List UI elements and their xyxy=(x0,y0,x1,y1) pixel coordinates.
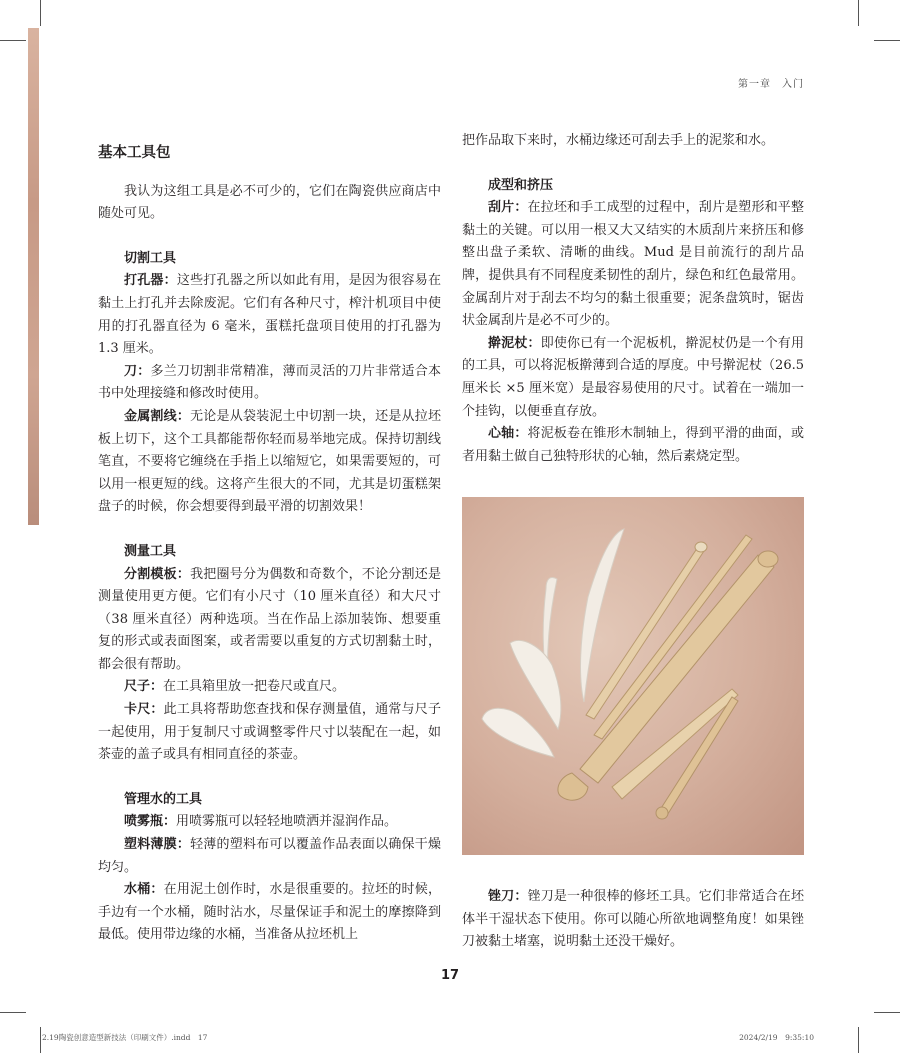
entry-knife xyxy=(98,361,441,406)
entry-ruler xyxy=(98,676,441,699)
tools-illustration xyxy=(462,497,804,855)
rolling-pin-end xyxy=(758,551,778,567)
entry-text: 锉刀是一种很棒的修坯工具。它们非常适合在坯体半干湿状态下使用。你可以随心所欲地调整角度！如果锉刀被黏土堵塞，说明黏土还没干燥好。 xyxy=(462,889,804,950)
entry-text: 无论是从袋装泥土中切割一块，还是从拉坯板上切下，这个工具都能帮你轻而易举地完成。保持切割线笔直，不要将它缠绕在手指上以缩短它，如果需要短的，可以用一根更短的线。这将产生很大的不同，尤其是切蛋糕架盘子的时候，你会想要得到最平滑的切割效果！ xyxy=(98,408,441,515)
heading-measuring-tools: 测量工具 xyxy=(124,543,177,559)
wood-tool-short-end xyxy=(656,807,668,819)
entry-text: 多兰刀切割非常精准，薄而灵活的刀片非常适合本书中处理接缝和修改时使用。 xyxy=(98,363,441,402)
entry-text: 即使你已有一个泥板机，擀泥杖仍是一个有用的工具，可以将泥板擀薄到合适的厚度。中号擀泥杖（26.5 厘米长 ×5 厘米宽）是最容易使用的尺寸。试着在一端加一个挂钩，以便垂直存放。 xyxy=(462,335,804,419)
slug-left: 2.19陶瓷创意造型新技法（印刷文件）.indd 17 xyxy=(42,1033,208,1042)
entry-term: 尺子： xyxy=(124,679,164,695)
crop-mark xyxy=(858,1027,859,1053)
crop-mark xyxy=(874,1012,900,1013)
entry-term: 金属割线： xyxy=(124,408,191,424)
entry-rasp xyxy=(462,886,804,954)
entry-text: 在工具箱里放一把卷尺或直尺。 xyxy=(163,679,346,695)
entry-text: 此工具将帮助您查找和保存测量值，通常与尺子一起使用，用于复制尺寸或调整零件尺寸以装配在一起，如茶壶的盖子或具有相同直径的茶壶。 xyxy=(98,702,441,763)
crop-mark xyxy=(40,0,41,26)
after-photo-block xyxy=(462,886,804,954)
entry-text: 轻薄的塑料布可以覆盖作品表面以确保干燥均匀。 xyxy=(98,837,441,875)
entry-spray-bottle xyxy=(98,811,441,834)
entry-term: 喷雾瓶： xyxy=(124,814,177,830)
entry-text: 在用泥土创作时，水是很重要的。拉坯的时候，手边有一个水桶，随时沾水，尽量保证手和泥土的摩擦降到最低。使用带边缘的水桶，当准备从拉坯机上 xyxy=(98,882,441,943)
entry-term: 分割模板： xyxy=(124,566,191,582)
entry-term: 水桶： xyxy=(124,882,164,898)
page-number: 17 xyxy=(440,968,460,983)
section-title: 基本工具包 xyxy=(98,145,171,161)
continuation-paragraph: 把作品取下来时，水桶边缘还可刮去手上的泥浆和水。 xyxy=(462,133,775,148)
entry-calipers xyxy=(98,699,441,767)
entry-term: 擀泥杖： xyxy=(488,335,541,351)
crop-mark xyxy=(40,1027,41,1053)
entry-bucket xyxy=(98,879,441,947)
crop-mark xyxy=(858,0,859,26)
entry-term: 心轴： xyxy=(488,426,528,442)
heading-shaping-tools: 成型和挤压 xyxy=(488,177,554,193)
running-head: 第一章 入门 xyxy=(738,79,804,90)
left-column xyxy=(98,142,441,947)
entry-text: 这些打孔器之所以如此有用，是因为很容易在黏土上打孔并去除废泥。它们有各种尺寸，榨汁机项目中使用的打孔器直径为 6 毫米，蛋糕托盘项目使用的打孔器为 1.3 厘米。 xyxy=(98,273,441,357)
heading-water-tools: 管理水的工具 xyxy=(124,791,203,807)
entry-term: 刀： xyxy=(124,363,151,379)
entry-text: 用喷雾瓶可以轻轻地喷洒并湿润作品。 xyxy=(176,814,398,830)
entry-rib xyxy=(462,197,804,333)
entry-plastic-film xyxy=(98,834,441,879)
crop-mark xyxy=(0,40,26,41)
crop-mark xyxy=(0,1012,26,1013)
entry-mandrel xyxy=(462,423,804,468)
wood-tool-short xyxy=(658,697,738,817)
entry-text: 将泥板卷在锥形木制轴上，得到平滑的曲面，或者用黏土做自己独特形状的心轴，然后素烧定型。 xyxy=(462,426,804,464)
entry-term: 塑料薄膜： xyxy=(124,837,191,853)
entry-rolling-pin xyxy=(462,333,804,423)
tools-photo xyxy=(462,497,804,855)
intro-paragraph: 我认为这组工具是必不可少的，它们在陶瓷供应商店中随处可见。 xyxy=(98,183,441,222)
crop-mark xyxy=(874,40,900,41)
rolling-pin-handle xyxy=(558,773,588,800)
bleed-edge-strip xyxy=(28,28,39,525)
right-column xyxy=(462,130,804,468)
entry-term: 打孔器： xyxy=(124,273,177,289)
entry-text: 我把圈号分为偶数和奇数个，不论分割还是测量使用更方便。它们有小尺寸（10 厘米直径）和大尺寸（38 厘米直径）两种选项。当在作品上添加装饰、想要重复的形式或表面图案，或者需要以重复的方式切割黏土时，都会很有帮助。 xyxy=(98,566,441,672)
entry-term: 卡尺： xyxy=(124,702,164,718)
entry-term: 锉刀： xyxy=(488,889,528,904)
entry-term: 刮片： xyxy=(488,200,528,216)
entry-dividing-template xyxy=(98,564,441,677)
entry-hole-cutter xyxy=(98,270,441,360)
entry-cutting-wire xyxy=(98,406,441,519)
mandrel-horn-4 xyxy=(482,708,554,757)
slug-right: 2024/2/19 9:35:10 xyxy=(739,1033,814,1042)
entry-text: 在拉坯和手工成型的过程中，刮片是塑形和平整黏土的关键。可以用一根又大又结实的木质刮片来挤压和修整出盘子柔软、清晰的曲线。Mud 是目前流行的刮片品牌，提供具有不同程度柔韧性的刮片，绿色和红色最常用。金属刮片对于刮去不均匀的黏土很重要；泥条盘筑时，锯齿状金属刮片是必不可少的。 xyxy=(462,200,804,329)
wood-tool-thin-tip xyxy=(695,542,707,552)
mandrel-taper xyxy=(612,689,738,799)
heading-cutting-tools: 切割工具 xyxy=(124,250,177,266)
